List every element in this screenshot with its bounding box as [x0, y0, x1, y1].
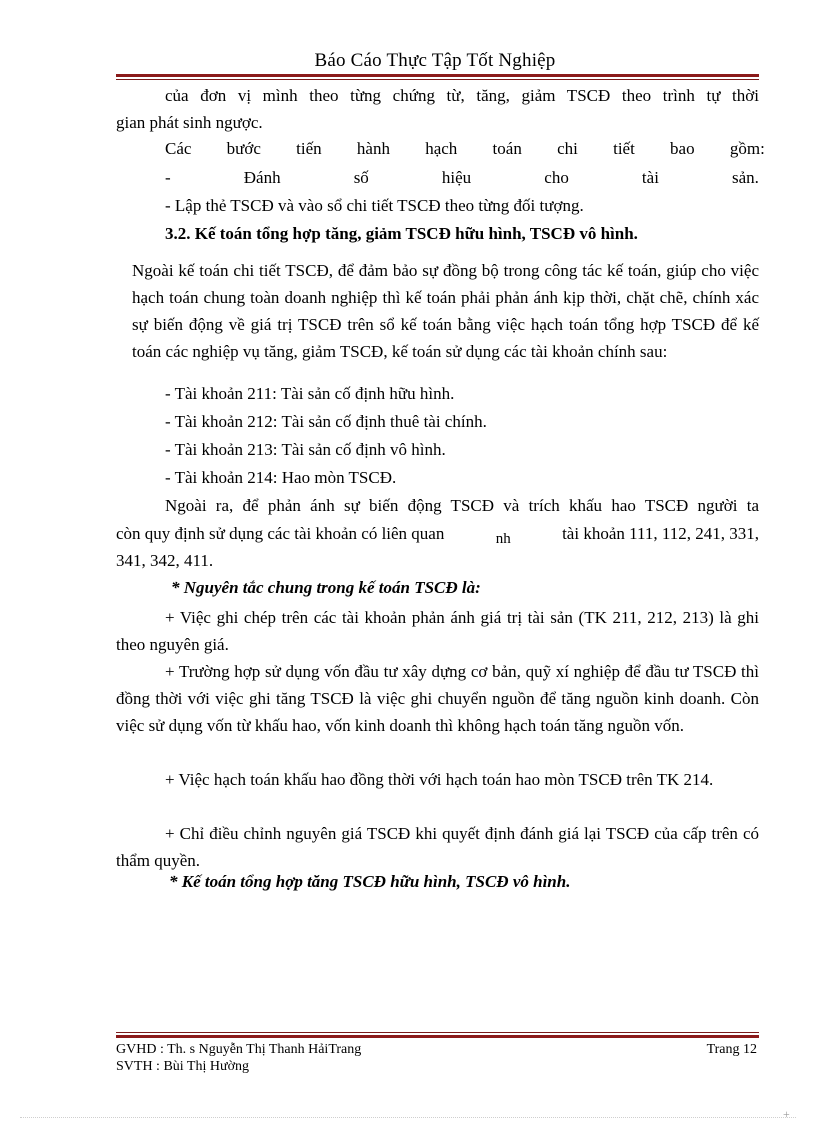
paragraph-intro: Ngoài kế toán chi tiết TSCĐ, để đảm bảo sự đồng bộ trong công tác kế toán, giúp cho việc hạch toán chung toàn doanh nghiệp thì kế toán phải phản ánh kịp thời, chặt chẽ, chính xác sự biến động về giá trị TSCĐ trên sổ kế toán bằng việc hạch toán tổng hợp TSCĐ để kế toán các nghiệp vụ tăng, giảm TSCĐ, kế toán sử dụng các tài khoản chính sau:	[132, 261, 759, 361]
paragraph-related-accounts-line2: còn quy định sử dụng các tài khoản có liên quan nh tài khoản 111, 112, 241, 331,	[116, 524, 759, 547]
footer-page-number: Trang 12	[706, 1042, 757, 1057]
account-item: - Tài khoản 213: Tài sản cố định vô hình.	[165, 440, 446, 459]
section-heading: 3.2. Kế toán tổng hợp tăng, giảm TSCĐ hữu hình, TSCĐ vô hình.	[165, 224, 638, 243]
footer-rule-thin	[116, 1032, 759, 1033]
account-item: - Tài khoản 211: Tài sản cố định hữu hình.	[165, 384, 455, 403]
footer-supervisor: GVHD : Th. s Nguyễn Thị Thanh HảiTrang	[116, 1042, 362, 1057]
page-header-title: Báo Cáo Thực Tập Tốt Nghiệp	[314, 50, 556, 71]
principle-item: + Chỉ điều chỉnh nguyên giá TSCĐ khi quyết định đánh giá lại TSCĐ của cấp trên có thẩm quyền.	[116, 824, 759, 870]
text-line: gian phát sinh ngược.	[116, 113, 263, 132]
paragraph-related-accounts-line3: 341, 342, 411.	[116, 551, 214, 570]
principle-heading: * Nguyên tắc chung trong kế toán TSCĐ là:	[171, 578, 481, 597]
principle-item: + Việc hạch toán khấu hao đồng thời với hạch toán hao mòn TSCĐ trên TK 214.	[165, 770, 714, 789]
sub-heading: * Kế toán tổng hợp tăng TSCĐ hữu hình, TSCĐ vô hình.	[169, 872, 571, 891]
step-item-card: - Lập thẻ TSCĐ và vào sổ chi tiết TSCĐ theo từng đối tượng.	[165, 196, 584, 215]
text-line: của đơn vị mình theo từng chứng từ, tăng, giảm TSCĐ theo trình tự thời	[165, 86, 759, 105]
footer	[116, 1042, 759, 1075]
step-item-numbering: - Đánh số hiệu cho tài sản.	[165, 168, 759, 187]
principle-item: + Trường hợp sử dụng vốn đầu tư xây dựng cơ bản, quỹ xí nghiệp để đầu tư TSCĐ thì đồng thời với việc ghi tăng TSCĐ là việc ghi chuyển nguồn để tăng nguồn kinh doanh. Còn việc sử dụng vốn từ khấu hao, vốn kinh doanh thì không hạch toán tăng nguồn vốn.	[116, 662, 759, 735]
page-bottom-dotted-line	[20, 1117, 796, 1118]
account-item: - Tài khoản 212: Tài sản cố định thuê tài chính.	[165, 412, 487, 431]
header-rule-thin	[116, 79, 759, 80]
header-rule-thick	[116, 74, 759, 77]
principle-item: + Việc ghi chép trên các tài khoản phản ánh giá trị tài sản (TK 211, 212, 213) là ghi theo nguyên giá.	[116, 608, 759, 654]
footer-student: SVTH : Bùi Thị Hường	[116, 1059, 249, 1074]
crosshair-mark: +	[783, 1107, 790, 1121]
footer-rule-thick	[116, 1035, 759, 1038]
paragraph-related-accounts-line1: Ngoài ra, để phản ánh sự biến động TSCĐ và trích khấu hao TSCĐ người ta	[165, 496, 759, 515]
account-item: - Tài khoản 214: Hao mòn TSCĐ.	[165, 468, 397, 487]
steps-intro-line: Các bước tiến hành hạch toán chi tiết bao gồm:	[165, 139, 765, 158]
